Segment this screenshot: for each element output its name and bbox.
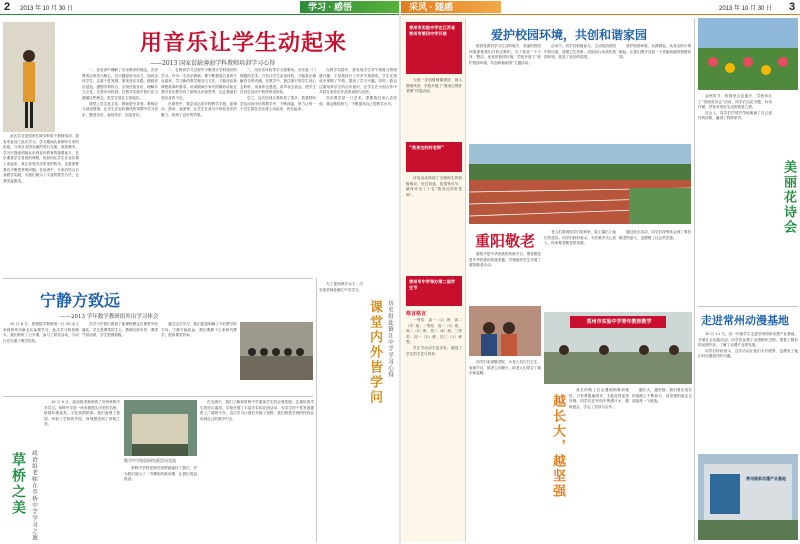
sidebar-body-1: 为进一步加强师德建设，展示教师风采，学校开展了“我身边的好老师”评选活动。 [406,78,462,94]
left-section-banner: 学习 · 感悟 [300,1,400,13]
sidebar-body-2: 评选活动得到了全校师生的积极响应，经过初选、复选等环节，最终评出了十名“我身边的好老师”。 [406,176,462,197]
chongyang-body-2: 同学们来到敬老院，为老人们打扫卫生，表演节目，陪老人们聊天，给老人们带去了欢乐和温暖。 [469,360,541,376]
right-header-rule [401,14,800,15]
article-body-1: 此次学习是国家贫缺学科骨干教师培训，我有幸参加了此次学习。学习期间认真聆听专家的讲座，与来自全国各地的同行交流，收获颇多。学习中我深刻地认识到音乐教育的重要意义，音乐课是学生喜爱的课程，但如何让学生在音乐课上动起来，真正体验音乐带来的快乐，这是需要我们不断思考的问题。在培训中，专家们结合自身教学实践，为我们展示了丰富的教学方法，让我受益匪浅。 [3,134,79,183]
teacher-photo [3,22,55,132]
chongyang-body-1: 重阳节是中华民族的传统节日，尊老敬老是中华民族的传统美德。学校组织学生开展了重阳敬老活动。 [469,252,541,268]
chongyang-body-4: 通过此次活动，同学们深刻体会到了尊老敬老的意义，也增强了社会责任感。 [619,230,691,240]
right-column-rule [694,18,695,542]
caoqiao-vertical-title: 草桥之美 [10,452,26,516]
caoqiao-article-body-2: 草桥中学的老师们热情地接待了我们，并为我们展示了一节精彩的政治课，让我们受益匪浅。 [124,466,197,482]
animation-article-body-1: 10 月 11 日，初一年级学生走进常州国家动漫产业基地，开展社会实践活动。同学们参观了动漫制作过程，观看了精彩的动漫作品，了解了动漫产业的发展。 同学们纷纷表示，这次活动让他们大开眼界，也激发了他们对动漫创作的兴趣。 [698,332,798,359]
sidebar-notice-1 [406,22,462,74]
caoqiao-caption: 数学中学阶段研究班活动交流 [124,458,176,463]
caoqiao-vertical-sub: 政治组老师在草桥中学学习之旅 [31,450,37,541]
left-main-headline: 用音乐让学生动起来 [140,30,348,56]
elder-visit-illustration [469,306,541,356]
env-article-body-2: 活动中，同学们积极参与，主动捡拾校园中的垃圾，清理卫生死角，用实际行动美化校园环境，营造了良好的氛围。 [544,44,616,60]
right-sidebar [402,18,466,542]
event-photo-banner-text: 常州市实验中学青年教师教学 [586,319,652,325]
left-page-number: 2 [4,1,11,13]
grow-stronger-vertical-title: 越长大，越坚强 [550,394,565,499]
caoqiao-article-body-3: 在交流中，我们了解到草桥中学重视学生的全面发展，注重培养学生的综合素质。学校开展了丰富多彩的社团活动，为学生的个性发展提供了广阔的平台。这次学习让我们开阔了视野，我们将把学到的经验运用到自己的教学中去。 [200,400,314,421]
left-page-date: 2013 年 10 月 30 日 [20,6,74,12]
chongyang-photo [469,306,541,356]
right-page-number: 3 [789,1,796,13]
article-body-3: 二、在教育学习过程中不断进行学科知识的学习。作为一名音乐教师，要不断提高自身的专业素养，学习新的教学理念与方法，才能适应新课程改革的要求。培训期间专家们的精彩讲座让我对音乐教学有了新的认识和思考，也让我意识到自身的不足。 在课堂中，我尝试运用多种教学手段，如律动、游戏、表演等，让学生在参与中体验音乐的魅力，收到了良好的效果。 [161,68,237,117]
left-middle-rule [3,278,313,279]
chongyang-body-3: 老人们看到同学们的到来，脸上露出了灿烂的笑容。同学们纷纷表示，今后要多关心老人，传承尊老敬老的美德。 [544,230,616,246]
env-article-body-1: 校园是我们学习生活的地方，美丽的校园环境需要我们共同去维护。为了营造一个干净、整洁、优美的校园环境，学校开展了“爱护校园环境，共创和谐家园”主题活动。 [469,44,541,65]
math-group-photo [240,322,313,380]
grow-article-body-1: 成长的路上总会遇到困难和挫折，只有勇敢地面对，才能变得更加坚强。同学们在军训中挥洒汗水，磨炼意志，学会了坚持与合作。 [569,388,629,409]
history-article-body-1: 为了提高教学水平，历史组老师赴镇江中学学习。 [319,282,363,292]
left-right-column-rule [316,278,317,542]
article-body-2: 一、在培训中理解了音乐教育的理念。音乐教育以审美为核心，以兴趣爱好为动力，面向全体学生，注重个性发展，重视音乐实践，鼓励音乐创造，提倡学科综合，弘扬民族音乐，理解多元文化，完善评价机制。在教学实践中我们应当遵循这些理念，把学生放在主体地位。 课堂上学生是主体，教师是引导者。教师应当创设情境，让学生在轻松愉快的氛围中学习音乐，感受音乐，表现音乐，创造音乐。 [82,68,158,117]
right-page [401,0,800,544]
left-header-rule [0,14,400,15]
right-page-date: 2013 年 10 月 30 日 [719,6,773,12]
history-vertical-title: 课堂内外皆学问 [367,300,382,405]
math-article-body-1: 10 月 8 日，我校数学教研组一行 20 余人来到常州市新北区参观学习，此次学习收获颇丰。我们聆听了公开课，参与了研讨活动，与同行们交流了教学经验。 [3,322,79,343]
middle-subhead: ——2013 学年数学教研组外出学习体会 [60,314,159,320]
history-vertical-sub: 历史组赴镇江中学学习心得 [387,300,393,378]
math-article-body-3: 通过这次学习，我们更加明确了今后教学的方向。宁静方能致远，我们要静下心来研究教学，提高课堂效率。 [161,322,237,338]
chongyang-headline: 重阳敬老 [475,232,536,250]
sidebar-notice-2-title: “我身边的好老师” [409,145,444,150]
article-body-5: 在教学实践中，我发现学生对节奏练习特别感兴趣，于是我设计了许多节奏游戏，学生在游戏中掌握了节奏，提高了学习兴趣。同时，我也注重培养学生的合作意识，让学生在小组合作中共同完成音乐作品的表现与创作。 音乐教学是一门艺术，需要我们用心去经营。我会继续努力，不断提高自己的教学水平。 [319,68,397,106]
teacher-event-photo [544,312,692,384]
middle-headline: 宁静方致远 [40,291,121,310]
animation-base-photo [698,454,798,540]
grow-article-body-2: 越长大，越坚强。我们要在成长的道路上不断前行，用坚强的意志去迎接每一个挑战。 [632,388,692,404]
sidebar-notice-3 [406,276,462,306]
building-illustration [124,400,197,456]
flower-garden-illustration [698,18,798,90]
right-main-headline: 爱护校园环境，共创和谐家园 [491,28,648,42]
caoqiao-photo [124,400,197,456]
left-main-subhead: ——2013 国家贫缺薄弱学科教师培训学习心得 [150,60,276,67]
flower-photo [698,18,798,90]
math-article-body-2: 在学习中我们看到了新课程理念在课堂中的落实，学生是课堂的主人，教师巧妙引导，课堂气氛活跃，学生思维积极。 [82,322,158,338]
animation-base-headline: 走进常州动漫基地 [701,314,789,327]
campus-track-photo [469,144,691,224]
sidebar-notice-3-title: 常州市中学举办第二届学生节 [409,279,456,290]
sidebar-notice-1-title: 常州市实验中学在江苏省常州市第四中学开展 [409,25,456,36]
sidebar-notice-2 [406,142,462,172]
right-col-divider [698,306,798,307]
group-illustration [240,322,313,380]
animation-photo-caption: 常州国家动漫产业基地 [746,476,786,481]
flower-vertical-title: 美丽花诗会 [781,160,796,235]
sidebar-head-4: 格言格言 [406,311,427,317]
left-lower-rule [3,396,313,397]
caoqiao-article-body: 10 月 9 日，政治组老师来到了苏州草桥中学学习。草桥中学是一所有着悠久历史的名校，校园环境优美，文化氛围浓厚。我们参观了校园，听取了学校的介绍，深刻感受到了草桥之美。 [44,400,120,427]
flower-article-body-1: 金秋时节，校园里百花盛开，学校举办了“美丽花诗会”活动，同学们以花为题，吟诗作赋，抒发对美好生活的热爱之情。 诗会上，同学们声情并茂地朗诵了自己创作的诗歌，赢得了阵阵掌声。 [698,94,772,121]
right-section-banner: 采风 · 随感 [401,1,501,13]
person-illustration [3,22,55,132]
sidebar-body-3: 一等奖：高一（1）班、高二（3）班；二等奖：高一（5）班、高二（2）班、初二（4）班；三等奖：初一（2）班、初三（1）班等。 学生节活动丰富多彩，展现了学生的才艺与风采。 [406,318,462,356]
animation-building-illustration [698,454,798,540]
env-article-body-3: 爱护校园环境，从我做起，从身边的小事做起。让我们携手共创一个美丽和谐的校园家园。 [619,44,691,60]
track-illustration [469,144,691,224]
article-body-4: 三、用音乐体验带学习需要用。音乐是一门情感的艺术，只有让学生亲身体验，才能真正理解音乐的内涵。在教学中，我注重引导学生用心去聆听，用身体去感受，用声音去表达，使学生在音乐活动中获得审美体验。 总之，这次培训让我收获了很多，我将把所学运用到今后的教学中，不断探索，努力让每一个学生都在音乐课上动起来，快乐起来。 [240,68,316,112]
